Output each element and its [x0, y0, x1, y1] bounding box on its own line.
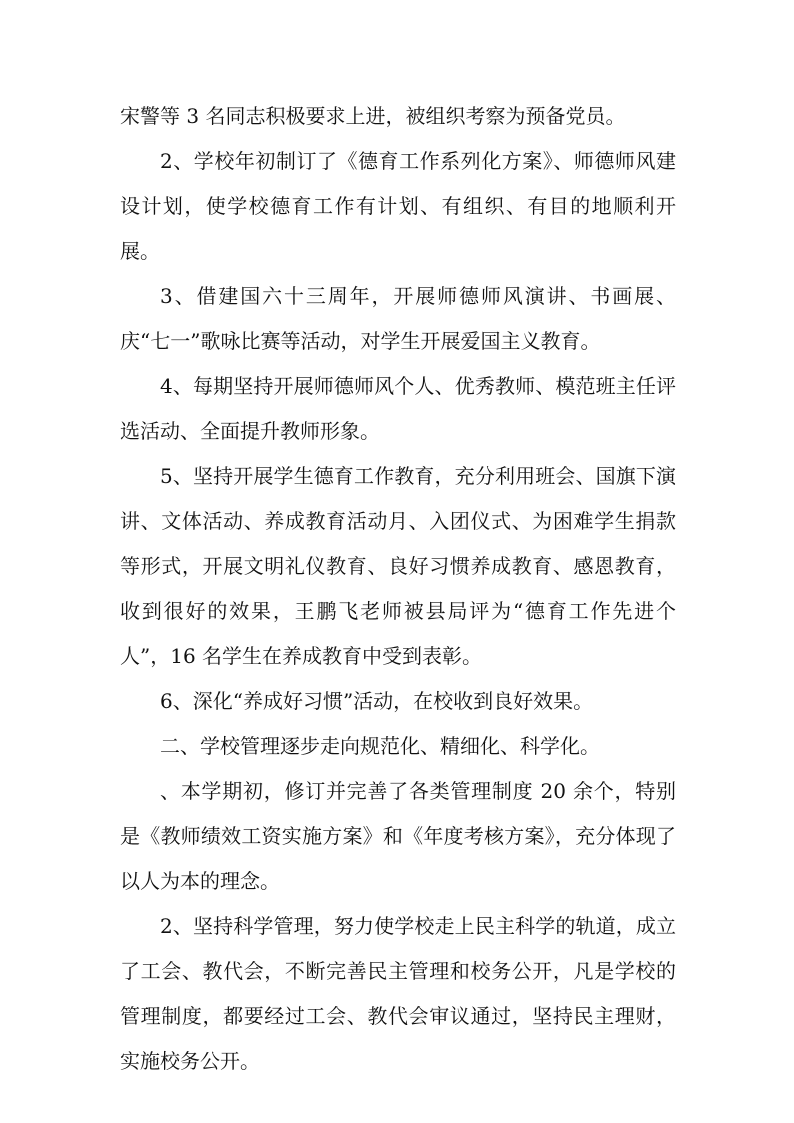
paragraph-item-2: 2、学校年初制订了《德育工作系列化方案》、师德师风建设计划，使学校德育工作有计划、有组织、有目的地顺利开展。: [120, 149, 676, 263]
paragraph-management-1: 、本学期初，修订并完善了各类管理制度 20 余个，特别是《教师绩效工资实施方案》和《年度考核方案》，充分体现了以人为本的理念。: [120, 779, 676, 893]
paragraph-item-6: 6、深化“养成好习惯”活动，在校收到良好效果。: [160, 689, 594, 713]
section-heading-2: 二、学校管理逐步走向规范化、精细化、科学化。: [160, 734, 600, 758]
paragraph-item-5: 5、坚持开展学生德育工作教育，充分利用班会、国旗下演讲、文体活动、养成教育活动月、入团仪式、为困难学生捐款等形式，开展文明礼仪教育、良好习惯养成教育、感恩教育，收到很好的效果，王鹏飞老师被县局评为“德育工作先进个人”，16 名学生在养成教育中受到表彰。: [120, 464, 676, 668]
paragraph-item-3: 3、借建国六十三周年，开展师德师风演讲、书画展、庆“七一”歌咏比赛等活动，对学生开展爱国主义教育。: [120, 284, 676, 353]
paragraph-item-4: 4、每期坚持开展师德师风个人、优秀教师、模范班主任评选活动、全面提升教师形象。: [120, 374, 676, 443]
document-page: [120, 94, 676, 1084]
paragraph-continuation: 宋警等 3 名同志积极要求上进，被组织考察为预备党员。: [120, 104, 626, 128]
paragraph-management-2: 2、坚持科学管理，努力使学校走上民主科学的轨道，成立了工会、教代会，不断完善民主管理和校务公开，凡是学校的管理制度，都要经过工会、教代会审议通过，坚持民主理财，实施校务公开。: [120, 914, 676, 1073]
